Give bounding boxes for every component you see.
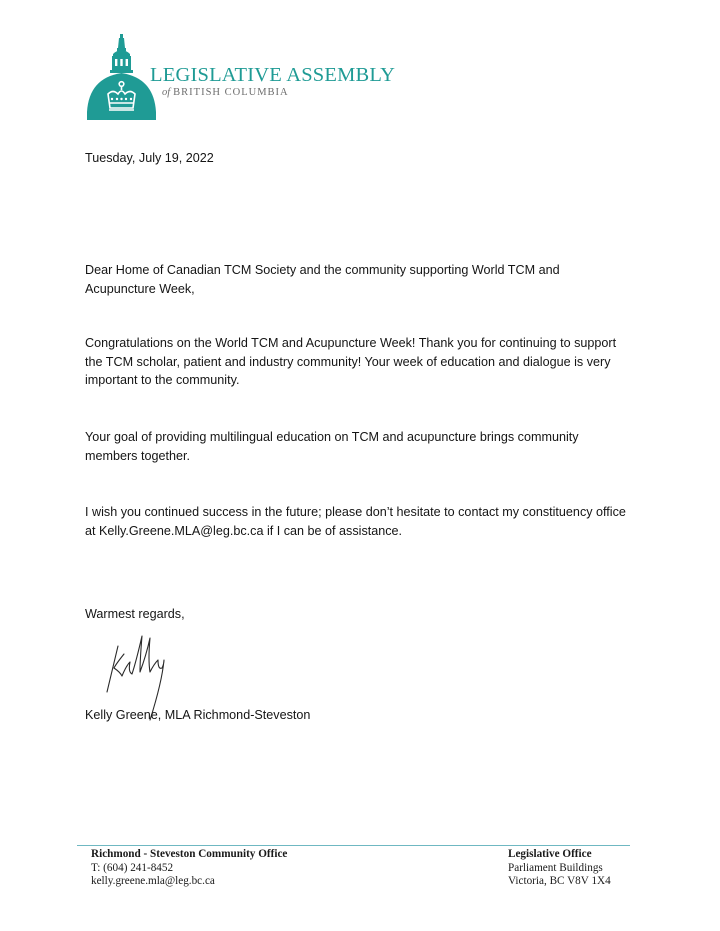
community-office-phone: T: (604) 241-8452 bbox=[91, 861, 174, 874]
body-paragraph: I wish you continued success in the future; please don’t hesitate to contact my constituency office at Kelly.Greene.MLA@leg.bc.ca if I can be of assistance. bbox=[85, 505, 626, 538]
signer-name: Kelly Greene, MLA Richmond-Steveston bbox=[85, 708, 311, 722]
legislative-office-heading: Legislative Office bbox=[508, 848, 592, 860]
legislative-office-building: Parliament Buildings bbox=[508, 861, 603, 874]
legislative-office-address: Victoria, BC V8V 1X4 bbox=[508, 875, 611, 888]
letter-date: Tuesday, July 19, 2022 bbox=[85, 151, 214, 165]
community-office-email: kelly.greene.mla@leg.bc.ca bbox=[91, 875, 215, 888]
legislative-office-contact bbox=[508, 848, 611, 889]
subtitle-text: BRITISH COLUMBIA bbox=[173, 87, 289, 98]
assembly-subtitle bbox=[162, 88, 289, 99]
salutation: Dear Home of Canadian TCM Society and the community supporting World TCM and Acupuncture Week, bbox=[85, 263, 560, 296]
body-paragraph: Your goal of providing multilingual education on TCM and acupuncture brings community members together. bbox=[85, 430, 579, 463]
community-office-heading: Richmond - Steveston Community Office bbox=[91, 848, 288, 860]
closing: Warmest regards, bbox=[85, 607, 185, 621]
dome-crown-icon bbox=[85, 32, 159, 120]
subtitle-prefix: of bbox=[162, 87, 171, 98]
assembly-title: LEGISLATIVE ASSEMBLY bbox=[150, 64, 396, 86]
legislative-assembly-logo bbox=[85, 32, 430, 122]
community-office-contact bbox=[91, 848, 287, 889]
footer-divider bbox=[77, 845, 630, 846]
body-paragraph: Congratulations on the World TCM and Acupuncture Week! Thank you for continuing to support the TCM scholar, patient and industry community! Your week of education and dialogue is very important to the community. bbox=[85, 336, 617, 387]
